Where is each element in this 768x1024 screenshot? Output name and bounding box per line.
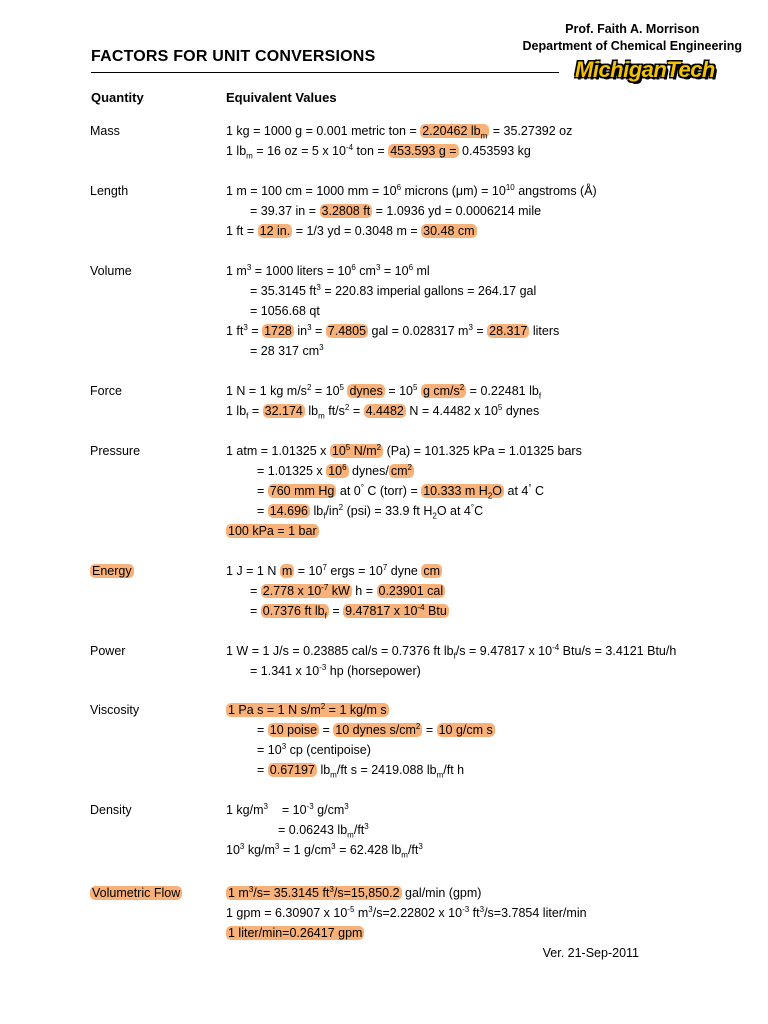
conversion-line: = 1.341 x $10^{-3}$ hp (horsepower): [250, 662, 421, 678]
quantity-label: Energy: [92, 564, 132, 578]
conversion-line: 1 $m^3 = 1000$ liters = $10^6$ $cm^3 = 10^6$ ml: [226, 262, 430, 278]
conversion-line: 1 $m^3/s= 35.3145$ $ft^3/s=15,850.2$ gal/min (gpm): [228, 884, 482, 900]
page-title: FACTORS FOR UNIT CONVERSIONS: [91, 48, 376, 65]
conversion-line: 1 W = 1 J/s = 0.23885 cal/s = 0.7376 ft $lb_f/s = 9.47817$ x $10^{-4}$ Btu/s = 3.4121 Btu/h: [226, 642, 677, 661]
conversion-line: = 28 317 $cm^3$: [250, 342, 324, 358]
quantity-label: Pressure: [90, 444, 141, 458]
michigan-tech-logo: MichiganTech: [575, 57, 715, 82]
conversion-line: 1 Pa s = 1 N $s/m^2 = 1$ kg/m s: [228, 701, 387, 717]
conversion-line: 1 $kg/m^3$ = $10^{-3}$ $g/cm^3$: [226, 801, 349, 817]
conversion-line: = 39.37 in = 3.2808 ft = 1.0936 yd = 0.0006214 mile: [250, 204, 542, 218]
conversion-line: 1 ft = 12 in. = 1/3 yd = 0.3048 m = 30.48 cm: [226, 224, 475, 238]
conversion-line: 1 m = 100 cm = 1000 mm = $10^6$ microns $(\mu m) = 10^{10}$ angstroms (Å): [226, 182, 597, 198]
conversion-line: 1 gpm = 6.30907 x $10^{-5}$ $m^3/s=2.22802$ x $10^{-3}$ $ft^3/s=3.7854$ liter/min: [226, 904, 587, 920]
conversion-line: = 760 mm Hg at 0° C (torr) = 10.333 m $H_2O$ at 4° C: [257, 482, 545, 501]
title-rule: [91, 72, 559, 73]
quantity-label: Volume: [90, 264, 132, 278]
quantity-label: Density: [90, 803, 132, 817]
conversion-line: $10^3$ $kg/m^3 = 1$ $g/cm^3 = 62.428$ $lb_m/ft^3$: [226, 841, 423, 860]
conversion-line: = 35.3145 $ft^3 = 220.83$ imperial gallons = 264.17 gal: [250, 282, 537, 298]
quantity-label: Length: [90, 184, 129, 198]
quantity-label: Force: [90, 384, 122, 398]
conversion-line: = 1.01325 x $10^6$ dynes/ $cm^2$: [257, 462, 412, 478]
conversion-line: 1 $lb_f = 32.174$ $lb_m$ $ft/s^2 = 4.4482$ N = 4.4482 x $10^5$ dynes: [226, 402, 540, 421]
conversion-line: = 0.67197 $lb_m/ft$ s = 2419.088 $lb_m/ft$ h: [257, 763, 465, 780]
conversion-line: 1 liter/min=0.26417 gpm: [228, 926, 363, 940]
conversion-line: = 0.7376 ft $lb_f = 9.47817$ x $10^{-4}$ Btu: [250, 602, 447, 621]
column-header-quantity: Quantity: [91, 90, 144, 105]
version-label: Ver. 21-Sep-2011: [542, 946, 639, 960]
conversion-line: 100 kPa = 1 bar: [228, 524, 317, 538]
conversion-line: 1 J = 1 N $m = 10^7$ ergs = $10^7$ dyne cm: [226, 562, 441, 578]
author-name: Prof. Faith A. Morrison: [565, 22, 700, 36]
conversion-line: = $10^3$ cp (centipoise): [257, 741, 371, 757]
conversion-line: 1 atm = 1.01325 x $10^5$ $N/m^2$ (Pa) = 101.325 kPa = 1.01325 bars: [226, 442, 582, 458]
conversion-line: 1 N = 1 kg $m/s^2 = 10^5$ dynes = $10^5$ g $cm/s^2 = 0.22481$ $lb_f$: [226, 382, 542, 401]
quantity-label: Viscosity: [90, 703, 140, 717]
department-name: Department of Chemical Engineering: [522, 39, 742, 53]
quantity-label: Volumetric Flow: [92, 886, 181, 900]
conversion-line: = 0.06243 $lb_m/ft^3$: [278, 821, 369, 840]
conversion-line: 1 kg = 1000 g = 0.001 metric ton = 2.20462 $lb_m = 35.27392$ oz: [226, 124, 573, 141]
column-header-values: Equivalent Values: [226, 90, 337, 105]
conversion-line: = 2.778 x $10^{-7}$ kW h = 0.23901 cal: [250, 582, 444, 598]
conversion-line: = 14.696 $lb_f/in^2$ (psi) = 33.9 ft $H_2O$ at 4°C: [257, 502, 484, 521]
conversion-line: 1 $ft^3 = 1728$ $in^3 = 7.4805$ gal = 0.028317 $m^3 = 28.317$ liters: [226, 322, 560, 338]
quantity-label: Mass: [90, 124, 120, 138]
conversion-line: = 1056.68 qt: [250, 304, 320, 318]
conversion-line: = 10 poise = 10 dynes $s/cm^2 = 10$ g/cm s: [257, 721, 493, 737]
author-block: [523, 21, 742, 55]
quantity-label: Power: [90, 644, 126, 658]
conversion-line: 1 $lb_m = 16$ oz = 5 x $10^{-4}$ ton = 453.593 g = 0.453593 kg: [226, 142, 531, 161]
